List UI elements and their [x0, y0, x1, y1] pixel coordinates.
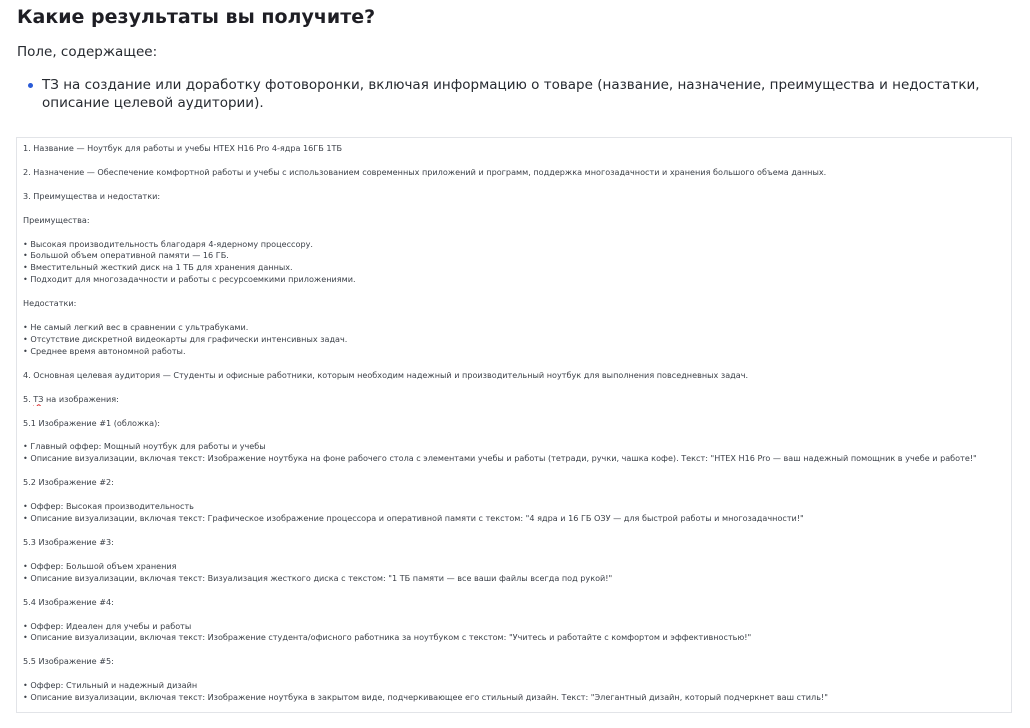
document-line [23, 525, 1005, 537]
example-document-text [23, 143, 1005, 704]
document-line: 4. Основная целевая аудитория — Студенты и офисные работники, которым необходим надежный и производительный ноутбук для выполнения повседневных задач. [23, 369, 749, 380]
document-line: 5.4 Изображение #4: [23, 596, 114, 607]
document-line: 5.2 Изображение #2: [23, 477, 114, 488]
document-line: • Не самый легкий вес в сравнении с ультрабуками. [23, 322, 249, 333]
document-line: • Оффер: Идеален для учебы и работы [23, 620, 192, 631]
document-line: 5.5 Изображение #5: [23, 656, 114, 667]
document-line [23, 382, 1005, 394]
document-line [23, 358, 1005, 370]
result-bullet-item [17, 76, 987, 112]
result-bullet-list [17, 76, 987, 112]
document-line: • Большой объем оперативной памяти — 16 ГБ. [23, 250, 229, 261]
document-line: 2. Назначение — Обеспечение комфортной работы и учебы с использованием современных приложений и программ, поддержка многозадачности и хранения большого объема данных. [23, 166, 827, 177]
document-line: • Описание визуализации, включая текст: Изображение ноутбука в закрытом виде, подчеркивающее его стильный дизайн. Текст: "Элегантный дизайн, который подчеркнет ваш стиль!" [23, 692, 828, 703]
document-line: 5.3 Изображение #3: [23, 536, 114, 547]
document-line: • Высокая производительность благодаря 4-ядерному процессору. [23, 238, 313, 249]
document-line [23, 489, 1005, 501]
document-line: • Оффер: Стильный и надежный дизайн [23, 680, 198, 691]
document-line: • Вместительный жесткий диск на 1 ТБ для хранения данных. [23, 262, 293, 273]
document-line: • Отсутствие дискретной видеокарты для графически интенсивных задач. [23, 334, 348, 344]
document-line [23, 310, 1005, 322]
document-line [23, 203, 1005, 215]
document-line: • Главный оффер: Мощный ноутбук для работы и учебы [23, 441, 266, 452]
document-line: • Оффер: Большой объем хранения [23, 560, 177, 571]
document-line: • Описание визуализации, включая текст: Визуализация жесткого диска с текстом: "1 ТБ памяти — все ваши файлы всегда под рукой!" [23, 572, 613, 583]
document-line [23, 549, 1005, 561]
document-line: • Описание визуализации, включая текст: Изображение студента/офисного работника за ноутбуком с текстом: "Учитесь и работайте с комфортом и эффективностью!" [23, 632, 752, 643]
bullet-dot-icon [28, 83, 33, 88]
document-line: 1. Название — Ноутбук для работы и учебы HTEX H16 Pro 4-ядра 16ГБ 1ТБ [23, 143, 343, 153]
spellcheck-marked-word: ТЗ [33, 393, 44, 404]
document-line [23, 394, 1005, 406]
document-line [23, 286, 1005, 298]
document-line [23, 609, 1005, 621]
section-subtitle: Поле, содержащее: [17, 44, 158, 60]
result-bullet-text: ТЗ на создание или доработку фотоворонки, включая информацию о товаре (название, назначение, преимущества и недостатки, описание целевой аудитории). [42, 77, 980, 111]
document-line: • Подходит для многозадачности и работы с ресурсоемкими приложениями. [23, 274, 356, 285]
example-document-frame [16, 137, 1012, 713]
document-line [23, 227, 1005, 239]
document-line: • Описание визуализации, включая текст: Изображение ноутбука на фоне рабочего стола с элементами учебы и работы (тетради, ручки, чашка кофе). Текст: "HTEX H16 Pro — ваш надежный помощник в учебе и работе!" [23, 453, 977, 464]
document-line: 5.1 Изображение #1 (обложка): [23, 417, 160, 428]
document-line [23, 644, 1005, 656]
page-title: Какие результаты вы получите? [17, 6, 376, 28]
document-line [23, 585, 1005, 597]
document-line: Недостатки: [23, 298, 77, 309]
document-line: • Оффер: Высокая производительность [23, 501, 194, 512]
document-line [23, 668, 1005, 680]
document-line-suffix: на изображения: [43, 393, 119, 404]
document-line: • Описание визуализации, включая текст: Графическое изображение процессора и оперативной памяти с текстом: "4 ядра и 16 ГБ ОЗУ — для быстрой работы и многозадачности!" [23, 513, 804, 524]
document-line [23, 430, 1005, 442]
document-line: 3. Преимущества и недостатки: [23, 190, 161, 201]
document-line-prefix: 5. [23, 393, 34, 404]
document-line: • Среднее время автономной работы. [23, 345, 186, 356]
document-line [23, 179, 1005, 191]
document-line: Преимущества: [23, 214, 90, 225]
document-line [23, 155, 1005, 167]
document-line [23, 465, 1005, 477]
document-line [23, 406, 1005, 418]
